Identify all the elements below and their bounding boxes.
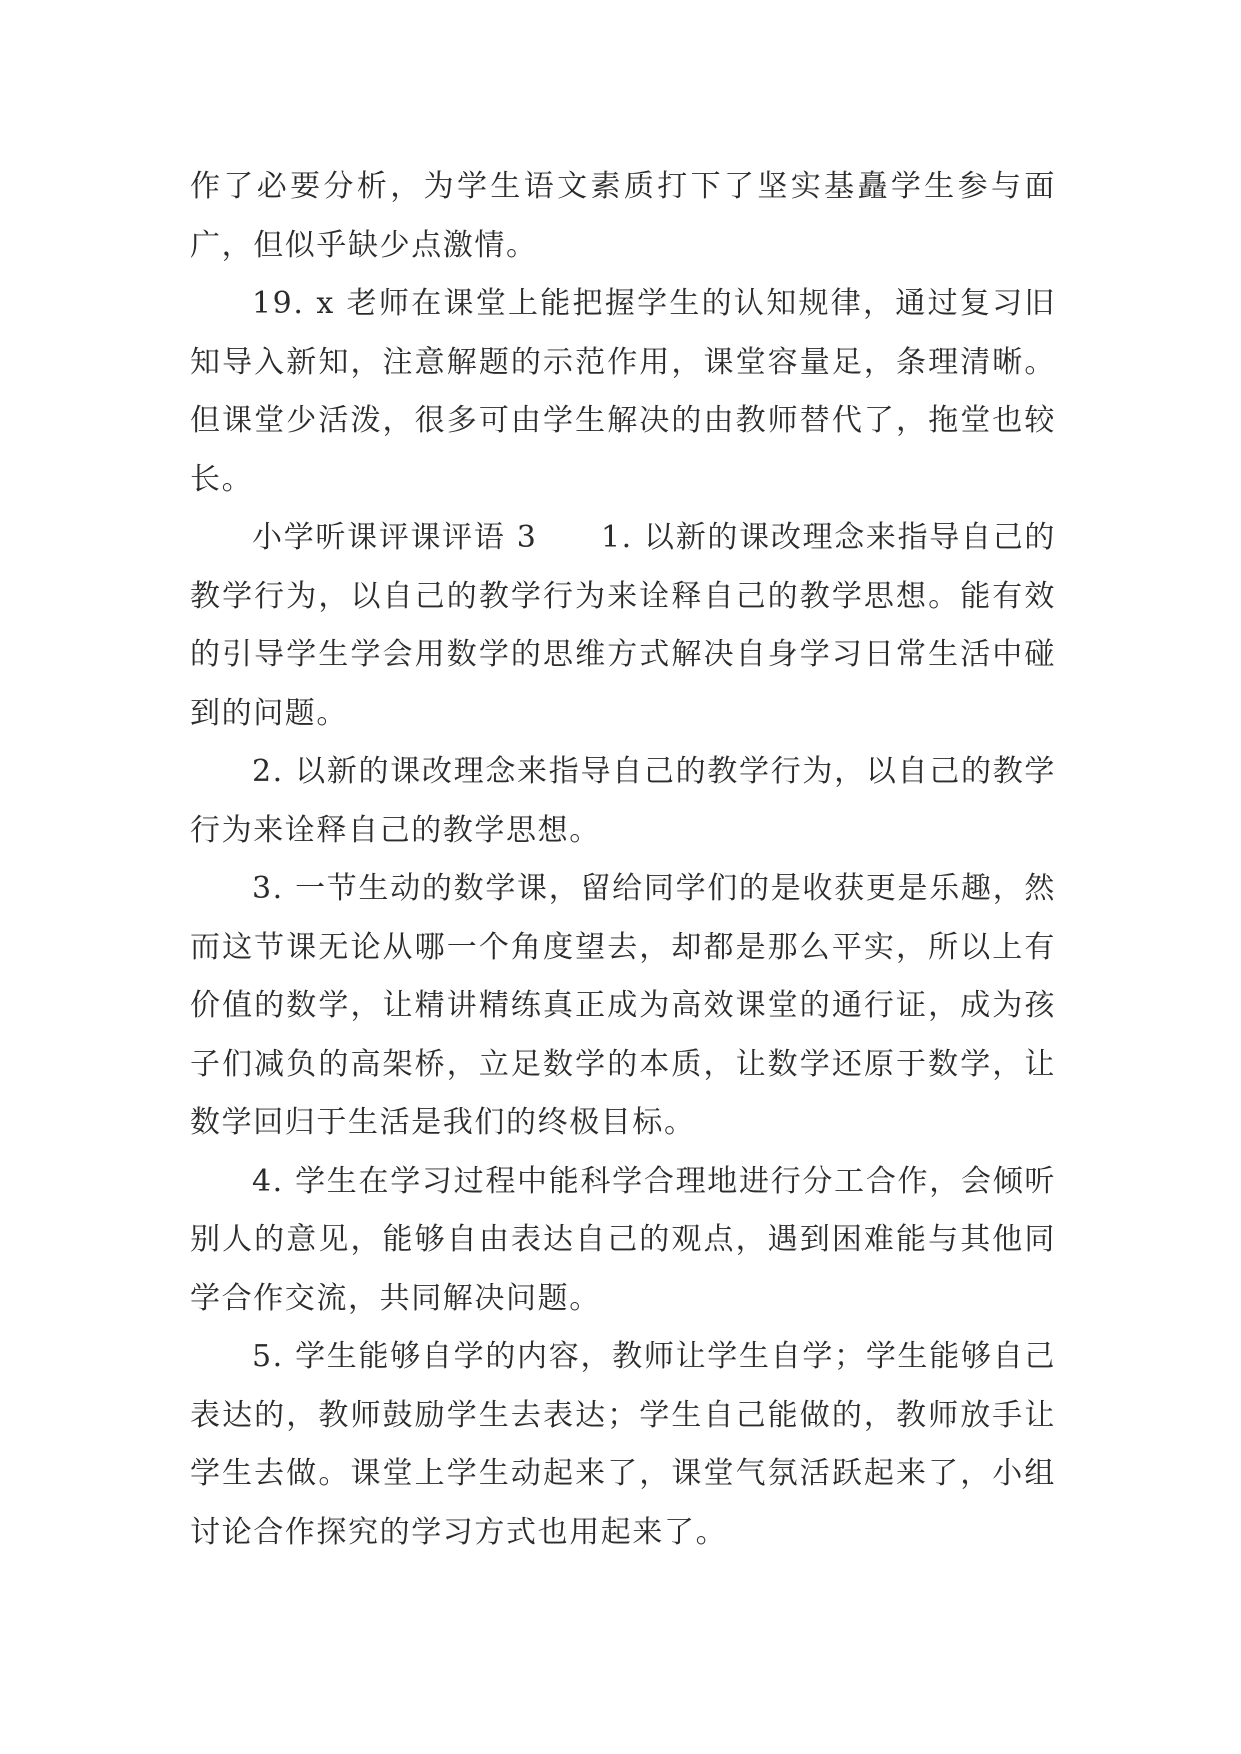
paragraph-item-19: 19. x 老师在课堂上能把握学生的认知规律，通过复习旧知导入新知，注意解题的示范作用，课堂容量足，条理清晰。但课堂少活泼，很多可由学生解决的由教师替代了，拖堂也较长。 bbox=[190, 286, 1056, 497]
paragraph-continuation: 作了必要分析，为学生语文素质打下了坚实基矗学生参与面广，但似乎缺少点激情。 bbox=[190, 169, 1056, 263]
paragraph-item-3: 3. 一节生动的数学课，留给同学们的是收获更是乐趣，然而这节课无论从哪一个角度望去，却都是那么平实，所以上有价值的数学，让精讲精练真正成为高效课堂的通行证，成为孩子们减负的高架桥，立足数学的本质，让数学还原于数学，让数学回归于生活是我们的终极目标。 bbox=[190, 871, 1056, 1140]
paragraph-item-2: 2. 以新的课改理念来指导自己的教学行为，以自己的教学行为来诠释自己的教学思想。 bbox=[190, 754, 1056, 848]
document-body bbox=[190, 158, 1056, 1562]
paragraph-item-5: 5. 学生能够自学的内容，教师让学生自学；学生能够自己表达的，教师鼓励学生去表达；学生自己能做的，教师放手让学生去做。课堂上学生动起来了，课堂气氛活跃起来了，小组讨论合作探究的学习方式也用起来了。 bbox=[190, 1339, 1056, 1550]
paragraph-section-3-item-1: 小学听课评课评语 3 1. 以新的课改理念来指导自己的教学行为，以自己的教学行为来诠释自己的教学思想。能有效的引导学生学会用数学的思维方式解决自身学习日常生活中碰到的问题。 bbox=[190, 520, 1056, 731]
paragraph-item-4: 4. 学生在学习过程中能科学合理地进行分工合作，会倾听别人的意见，能够自由表达自己的观点，遇到困难能与其他同学合作交流，共同解决问题。 bbox=[190, 1163, 1056, 1316]
